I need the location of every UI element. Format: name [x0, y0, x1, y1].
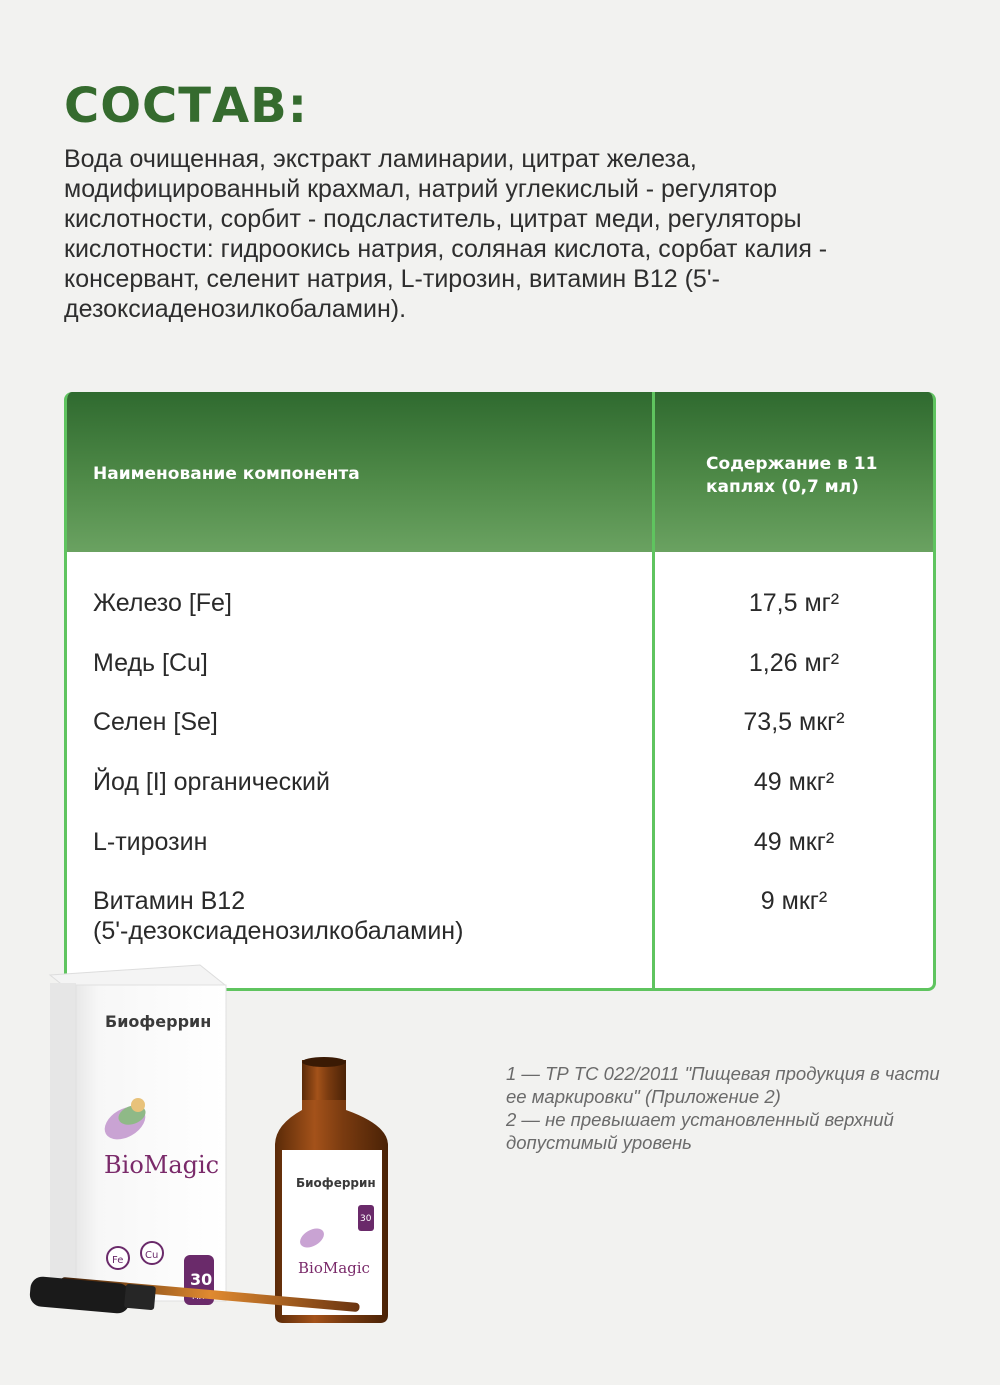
table-row: [67, 767, 933, 797]
row-name: Медь [Cu]: [93, 649, 208, 677]
bottle-brand: BioMagic: [298, 1259, 370, 1277]
row-name-line2: (5'-дезоксиаденозилкобаламин): [93, 917, 464, 945]
product-image: [20, 955, 440, 1375]
table-header: [64, 392, 936, 552]
footnote-1-line1: 1 — ТР ТС 022/2011 "Пищевая продукция в части: [506, 1063, 940, 1084]
row-name: [93, 886, 613, 946]
table-row: [67, 648, 933, 678]
footnote-1-line2: ее маркировки" (Приложение 2): [506, 1086, 781, 1107]
row-name-line1: Витамин B12: [93, 887, 246, 915]
header-content-amount: Содержание в 11 каплях (0,7 мл): [706, 454, 878, 497]
bottle-volume: 30: [360, 1214, 372, 1224]
table-row: [67, 588, 933, 618]
box-product-name: Биоферрин: [105, 1012, 212, 1031]
nutrient-table: [64, 392, 936, 991]
table-row: [67, 886, 933, 946]
row-value: 73,5 мкг²: [743, 708, 845, 736]
box-volume-number: 30: [190, 1270, 213, 1289]
header-component-name: Наименование компонента: [93, 464, 360, 484]
footnote-2-line1: 2 — не превышает установленный верхний: [506, 1109, 894, 1130]
table-row: [67, 707, 933, 737]
badge-fe-label: Fe: [112, 1255, 124, 1266]
box-brand: BioMagic: [104, 1151, 220, 1179]
composition-text: Вода очищенная, экстракт ламинарии, цитрат железа, модифицированный крахмал, натрий углекислый - регулятор кислотности, сорбит - подсластитель, цитрат меди, регуляторы кислотности: гидроокись натрия, соляная кислота, сорбат калия - консервант, селенит натрия, L-тирозин, витамин B12 (5'-дезоксиаденозилкобаламин).: [64, 145, 828, 323]
footnote-2-line2: допустимый уровень: [506, 1132, 692, 1153]
row-value: 17,5 мг²: [748, 589, 840, 617]
row-value: 49 мкг²: [753, 828, 835, 856]
table-row: [67, 827, 933, 857]
bottle-product-name: Биоферрин: [296, 1176, 376, 1190]
row-value: 49 мкг²: [753, 768, 835, 796]
badge-cu-label: Cu: [145, 1250, 159, 1261]
row-name: Железо [Fe]: [93, 589, 232, 617]
footnotes: [506, 1062, 986, 1154]
row-name: Йод [I] органический: [93, 768, 330, 796]
row-value: 1,26 мг²: [748, 649, 840, 677]
product-box: [50, 965, 226, 1305]
row-value: 9 мкг²: [760, 887, 828, 915]
row-name: Селен [Se]: [93, 708, 218, 736]
product-bottle: [275, 1057, 388, 1323]
page-title: СОСТАВ:: [64, 78, 308, 134]
row-name: L-тирозин: [93, 828, 208, 856]
